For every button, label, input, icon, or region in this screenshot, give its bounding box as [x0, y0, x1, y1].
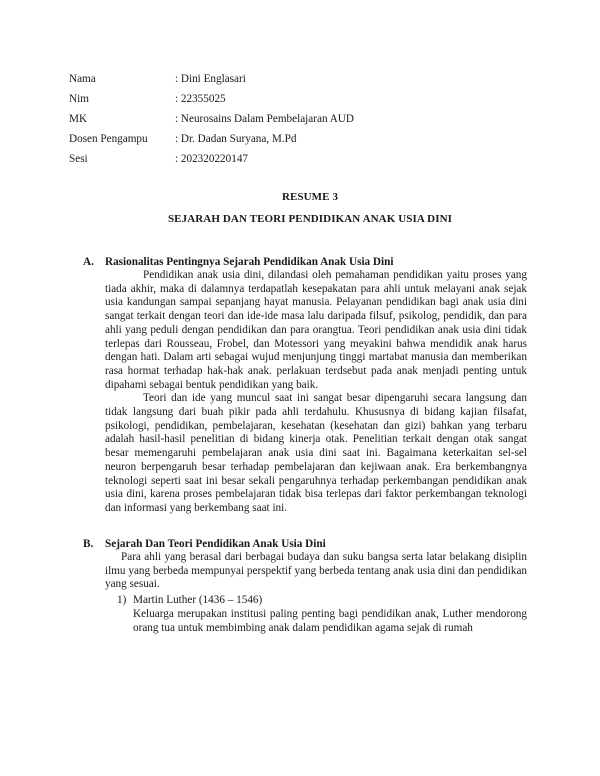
- info-value: : Neurosains Dalam Pembelajaran AUD: [175, 113, 354, 125]
- info-label: Nama: [69, 73, 96, 85]
- info-row-mk: [69, 109, 354, 129]
- section-a: [83, 255, 527, 516]
- list-item-text: Keluarga merupakan institusi paling penting bagi pendidikan anak, Luther mendorong orang tua untuk membimbing anak dalam pendidikan agama sejak di rumah: [133, 608, 527, 635]
- section-title: Sejarah Dan Teori Pendidikan Anak Usia Dini: [105, 538, 326, 550]
- info-row-sesi: [69, 149, 354, 169]
- paragraph: Pendidikan anak usia dini, dilandasi oleh pemahaman pendidikan yaitu proses yang tiada akhir, maka di dalamnya terdapatlah kesepakatan para ahli untuk melayani anak sejak usia kandungan sampai sepanjang hayat manusia. Pelayanan pendidikan bagi anak usia dini sangat terkait dengan teori dan ide-ide masa lalu daripada filsuf, psikolog, pendidik, dan para ahli yang peduli dengan pendidikan dan para orangtua. Teori pendidikan anak usia dini tidak terlepas dari Rousseau, Frobel, dan Motessori yang meyakini bahwa mendidik anak harus dengan hati. Dalam arti sebagai wujud menjunjung tinggi martabat manusia dan memberikan rasa hormat terhadap hak-hak anak. perlakuan terdsebut pada anak menjadi penting untuk dipahami sebagai bentuk pendidikan yang baik.: [105, 269, 527, 391]
- info-label: Nim: [69, 93, 89, 105]
- info-label: MK: [69, 113, 88, 125]
- list-item-title: Martin Luther (1436 – 1546): [133, 594, 263, 607]
- section-body: [105, 551, 527, 592]
- section-heading: [83, 255, 527, 269]
- section-number: A.: [83, 256, 94, 268]
- info-value: : 22355025: [175, 93, 226, 105]
- section-title: Rasionalitas Pentingnya Sejarah Pendidikan Anak Usia Dini: [105, 256, 394, 268]
- info-label: Dosen Pengampu: [69, 133, 148, 145]
- paragraph: Teori dan ide yang muncul saat ini sangat besar dipengaruhi secara langsung dan tidak langsung dari buah pikir pada ahli terdahulu. Khususnya di bidang kajian filsafat, psikologi, pendidikan, pembelajaran, kesehatan (kesehatan dan gizi) bahkan yang terbaru adalah hasil-hasil penelitian di bidang kinerja otak. Penelitian terkait dengan otak sangat besar memengaruhi pembelajaran anak usia dini saat ini. Bagaimana keterkaitan sel-sel neuron berpengaruh besar terhadap pembelajaran dan kejiwaan anak. Era berkembangnya teknologi seperti saat ini besar sekali pengaruhnya terhadap perkembangan pendidikan anak usia dini, karena proses pembelajaran tidak bisa terlepas dari faktor perkembangan teknologi dan informasi yang berkembang saat ini.: [105, 392, 527, 514]
- list-item-number: 1): [117, 594, 127, 607]
- info-value: : Dr. Dadan Suryana, M.Pd: [175, 133, 297, 145]
- section-b: [83, 537, 527, 635]
- info-value: : 202320220147: [175, 153, 249, 165]
- info-label: Sesi: [69, 153, 88, 165]
- info-row-dosen: [69, 129, 354, 149]
- info-row-nim: [69, 89, 354, 109]
- info-row-nama: [69, 69, 354, 89]
- numbered-list: [117, 593, 527, 635]
- document-title: SEJARAH DAN TEORI PENDIDIKAN ANAK USIA DINI: [167, 213, 453, 225]
- paragraph: Para ahli yang berasal dari berbagai budaya dan suku bangsa serta latar belakang disiplin ilmu yang berbeda mempunyai perspektif yang berbeda tentang anak usia dini dan pendidikan yang sesuai.: [105, 551, 527, 591]
- section-number: B.: [83, 538, 94, 550]
- student-info: [69, 69, 354, 169]
- section-body: [105, 269, 527, 516]
- list-item: [117, 593, 527, 607]
- info-value: : Dini Englasari: [175, 73, 246, 85]
- resume-title: RESUME 3: [281, 191, 339, 203]
- section-heading: [83, 537, 527, 551]
